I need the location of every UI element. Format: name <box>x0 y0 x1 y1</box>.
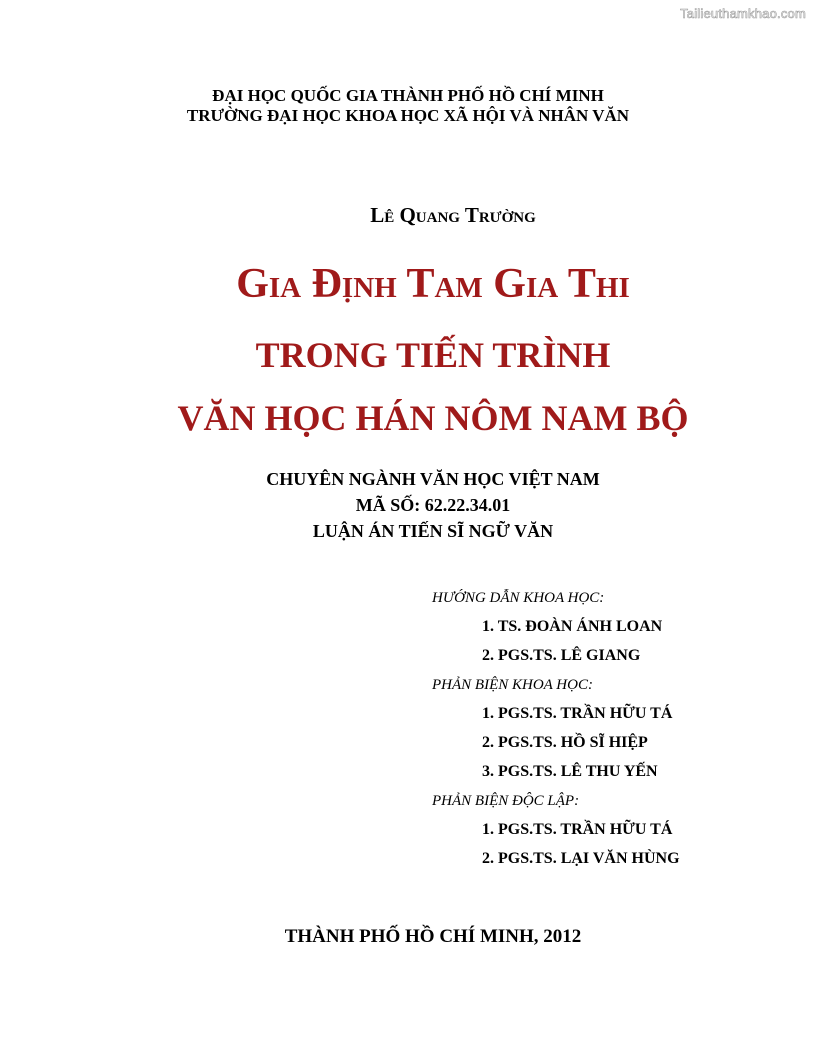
university-name: ĐẠI HỌC QUỐC GIA THÀNH PHỐ HỒ CHÍ MINH <box>212 86 604 105</box>
committee-list <box>432 587 792 877</box>
major-line: CHUYÊN NGÀNH VĂN HỌC VIỆT NAM <box>266 469 600 489</box>
committee-member: 2. PGS.TS. LÊ GIANG <box>482 647 641 664</box>
watermark-text: Tailieuthamkhao.com <box>680 6 806 21</box>
supervisors-label: HƯỚNG DẪN KHOA HỌC: <box>432 590 605 606</box>
code-line: MÃ SỐ: 62.22.34.01 <box>355 495 511 515</box>
committee-member: 2. PGS.TS. LẠI VĂN HÙNG <box>482 850 680 867</box>
committee-member: 1. PGS.TS. TRẦN HỮU TÁ <box>482 705 673 722</box>
thesis-title-line-1: Gia Định Tam Gia Thi <box>236 261 630 307</box>
independent-reviewers-label: PHẢN BIỆN ĐỘC LẬP: <box>432 793 580 809</box>
committee-member: 1. PGS.TS. TRẦN HỮU TÁ <box>482 821 673 838</box>
thesis-title-line-2: TRONG TIẾN TRÌNH <box>255 335 611 375</box>
thesis-specs <box>0 466 816 544</box>
committee-member: 1. TS. ĐOÀN ÁNH LOAN <box>482 618 663 635</box>
thesis-title-line-3: VĂN HỌC HÁN NÔM NAM BỘ <box>177 398 689 438</box>
author-name: Lê Quang Trường <box>370 203 536 227</box>
reviewers-label: PHẢN BIỆN KHOA HỌC: <box>432 677 593 693</box>
place-and-year: THÀNH PHỐ HỒ CHÍ MINH, 2012 <box>284 926 582 947</box>
committee-member: 2. PGS.TS. HỒ SĨ HIỆP <box>482 734 648 751</box>
committee-member: 3. PGS.TS. LÊ THU YẾN <box>482 763 658 780</box>
faculty-name: TRƯỜNG ĐẠI HỌC KHOA HỌC XÃ HỘI VÀ NHÂN VĂN <box>186 106 630 125</box>
degree-line: LUẬN ÁN TIẾN SĨ NGỮ VĂN <box>312 521 554 541</box>
institution-header <box>0 86 816 126</box>
